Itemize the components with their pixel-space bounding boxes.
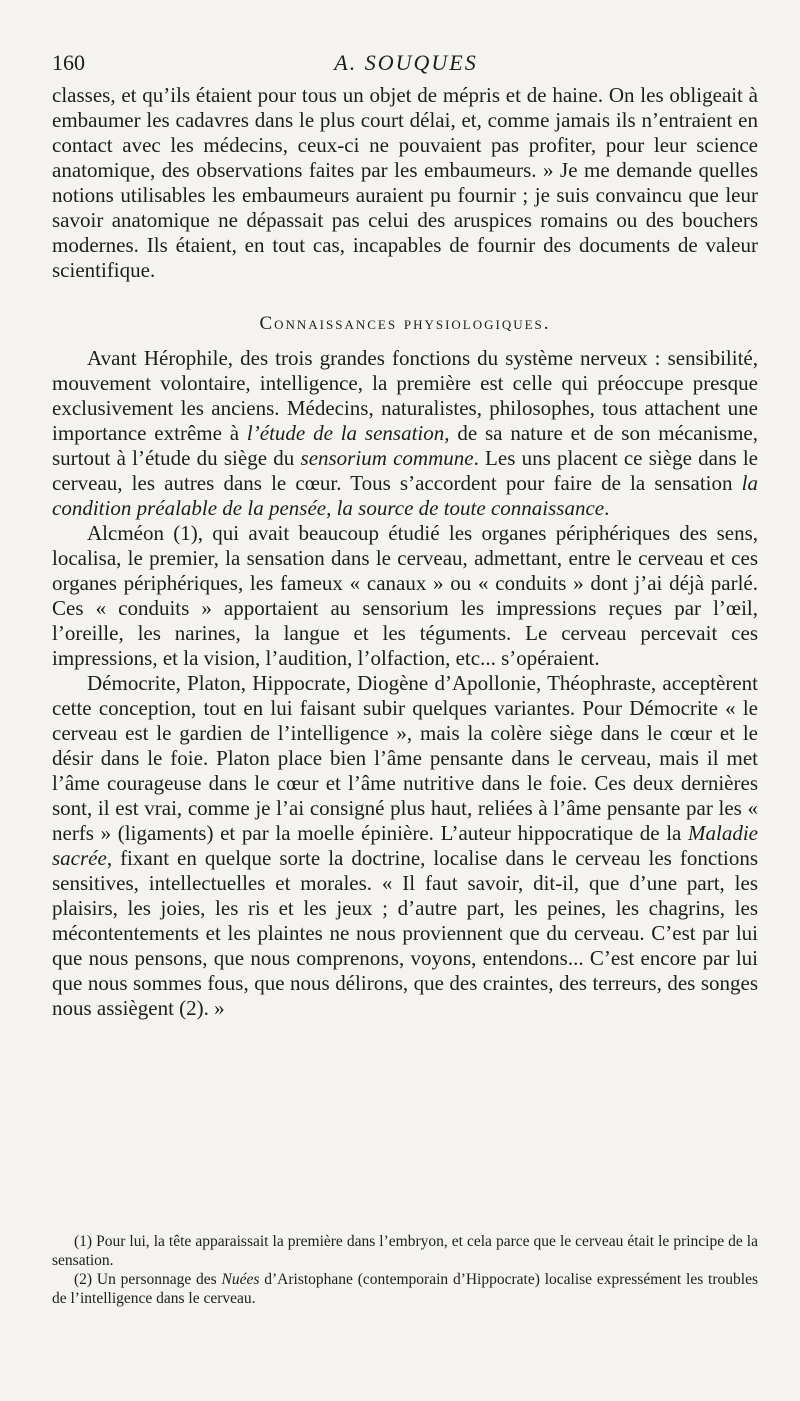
paragraph-alcmeon: Alcméon (1), qui avait beaucoup étudié les organes périphériques des sens, localisa, le premier, la sensation dans le cerveau, admettant, entre le cerveau et ces organes périphériques, les fameux « canaux » ou « conduits » dont j’ai déjà parlé. Ces « conduits » apportaient au sensorium les impressions reçues par l’œil, l’oreille, les narines, la langue et les téguments. Le cerveau percevait ces impressions, et la vision, l’audition, l’olfaction, etc... s’opéraient. — [52, 521, 758, 670]
page-number: 160 — [52, 50, 85, 75]
paragraph-herophile — [52, 346, 758, 521]
emphasis-text: Nuées — [221, 1271, 260, 1288]
emphasis-text: l’étude de la sensation — [246, 421, 445, 445]
text-run: d’Aristophane (contemporain d’Hippocrate) localise expressément les troubles de l’intelligence dans le cerveau. — [52, 1271, 758, 1307]
text-run: . Les uns placent ce siège dans le cerveau, les autres dans le cœur. Tous s’accordent pour faire de la sensation — [52, 446, 759, 495]
paragraph-continuation: classes, et qu’ils étaient pour tous un objet de mépris et de haine. On les obligeait à embaumer les cadavres dans le plus court délai, et, comme jamais ils n’entraient en contact avec les médecins, ceux-ci ne pouvaient pas profiter, pour leur science anatomique, des observations faites par les embaumeurs. » Je me demande quelles notions utilisables les embaumeurs auraient pu fournir ; je suis convaincu que leur savoir anatomique ne dépassait pas celui des aruspices romains ou des bouchers modernes. Ils étaient, en tout cas, incapables de fournir des documents de valeur scientifique. — [52, 83, 758, 282]
section-heading: Connaissances physiologiques. — [259, 313, 551, 334]
text-run: . — [604, 496, 610, 520]
running-title: A. SOUQUES — [334, 50, 478, 75]
paragraph-democrite — [52, 671, 758, 1021]
text-run: (2) Un personnage des — [74, 1271, 222, 1288]
text-run: , de sa nature et de son mécanisme, surtout à l’étude du siège du — [52, 421, 758, 470]
footnote-1: (1) Pour lui, la tête apparaissait la première dans l’embryon, et cela parce que le cerveau était le principe de la sensation. — [52, 1233, 758, 1269]
emphasis-text: la condition préalable de la pensée, la source de toute connaissance — [52, 471, 758, 520]
body-text — [52, 83, 758, 1021]
emphasis-text: Maladie sacrée — [52, 821, 758, 870]
text-run: , fixant en quelque sorte la doctrine, localise dans le cerveau les fonctions sensitives, intellectuelles et morales. « Il faut savoir, dit-il, que d’une part, les plaisirs, les joies, les ris et les jeux ; d’autre part, les peines, les chagrins, les mécontentements et les plaintes ne nous proviennent que du cerveau. C’est par lui que nous pensons, que nous comprenons, voyons, entendons... C’est encore par lui que nous sommes fous, que nous délirons, que des craintes, des terreurs, des songes nous assiègent (2). » — [52, 846, 758, 1020]
footnote-2 — [52, 1270, 758, 1308]
text-run: Démocrite, Platon, Hippocrate, Diogène d’Apollonie, Théophraste, acceptèrent cette conception, tout en lui faisant subir quelques variantes. Pour Démocrite « le cerveau est le gardien de l’intelligence », mais la colère siège dans le cœur et le désir dans le foie. Platon place bien l’âme pensante dans le cerveau, mais il met l’âme courageuse dans le cœur et l’âme nutritive dans le foie. Ces deux dernières sont, il est vrai, comme je l’ai consigné plus haut, reliées à l’âme pensante par les « nerfs » (ligaments) et par la moelle épinière. L’auteur hippocratique de la — [52, 671, 758, 845]
running-head — [52, 50, 760, 80]
footnotes — [52, 1232, 758, 1308]
text-run: Avant Hérophile, des trois grandes fonctions du système nerveux : sensibilité, mouvement volontaire, intelligence, la première est celle qui préoccupe presque exclusivement les anciens. Médecins, naturalistes, philosophes, tous attachent une importance extrême à — [52, 346, 758, 445]
emphasis-text: sensorium commune — [300, 446, 474, 470]
